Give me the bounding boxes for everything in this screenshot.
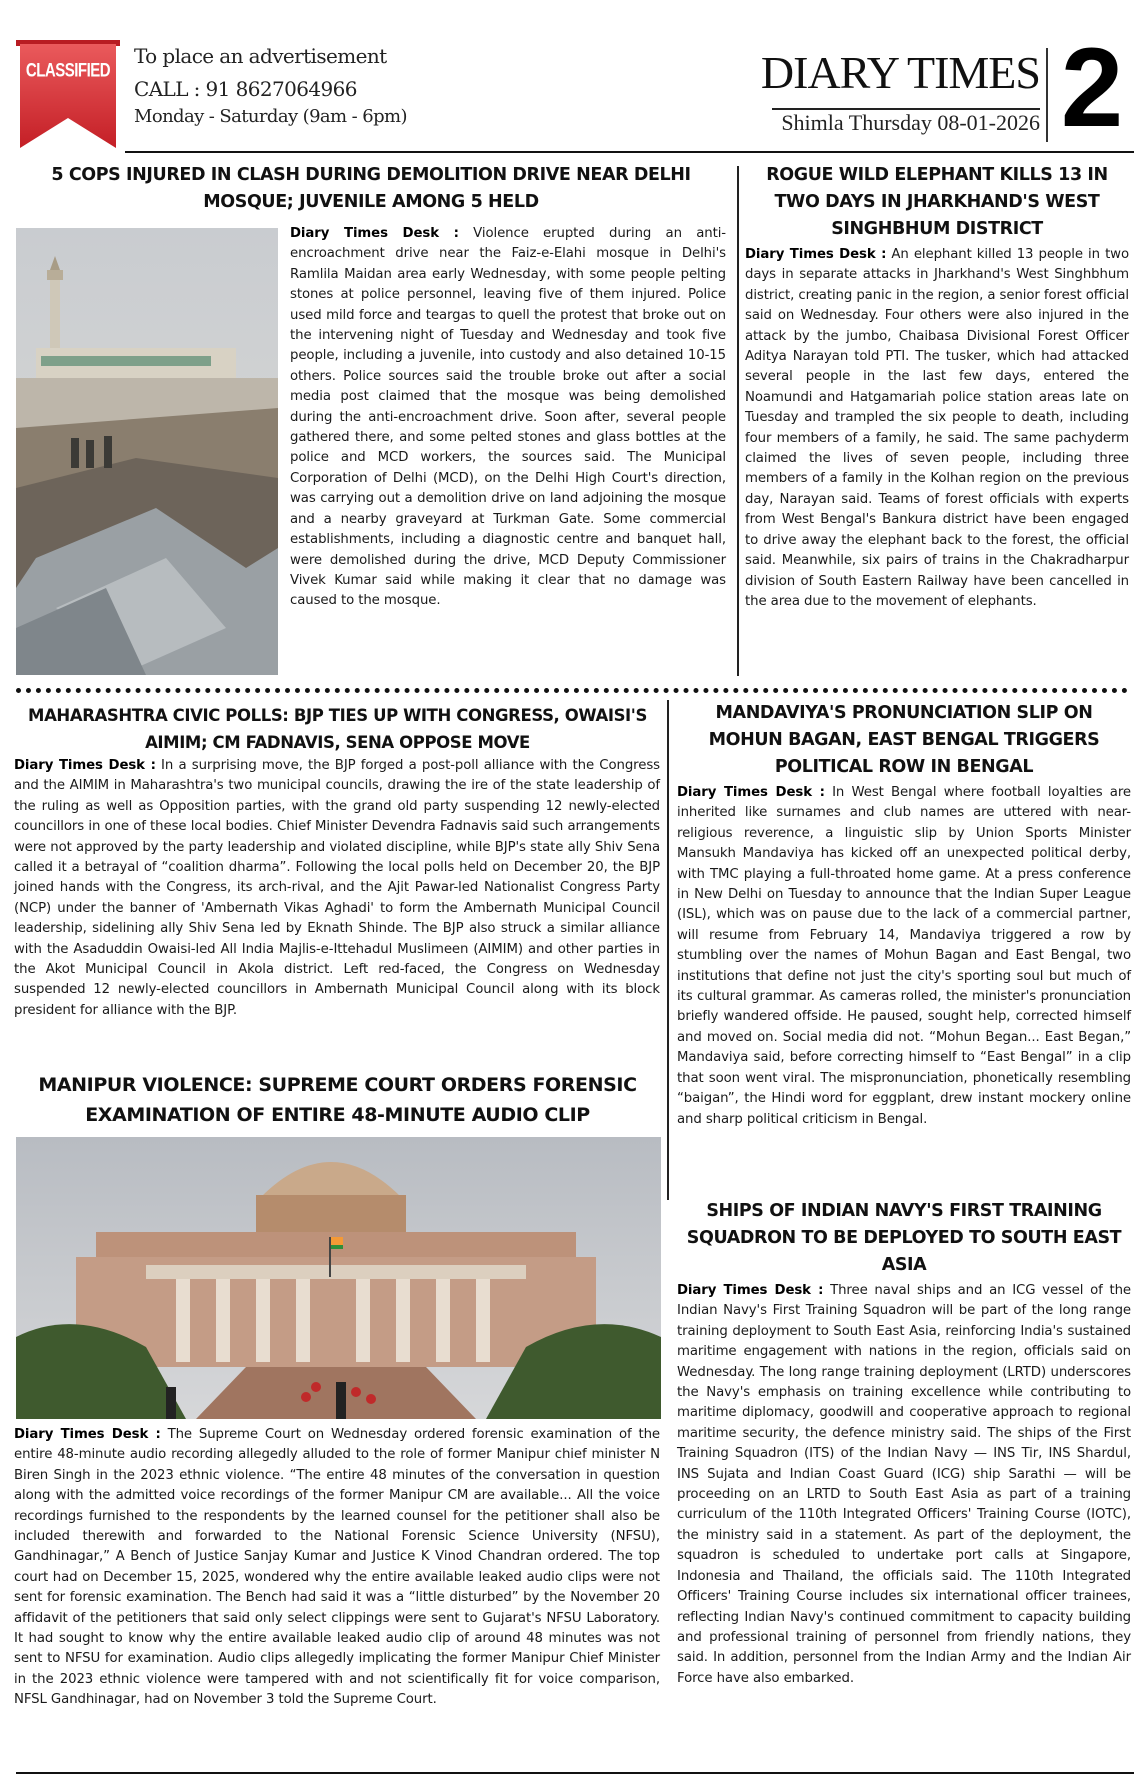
desk-label: Diary Times Desk : [290,226,459,241]
masthead: DIARY TIMES [760,47,1040,98]
supreme-court-photo [16,1137,661,1419]
article-headline: MANDAVIYA'S PRONUNCIATION SLIP ON MOHUN BAGAN, EAST BENGAL TRIGGERS POLITICAL ROW IN BENGAL [708,703,1100,777]
article-body [14,1425,660,1711]
article-text: In a surprising move, the BJP forged a post-poll alliance with the Congress and the AIMIM in Maharashtra's two municipal councils, drawing the ire of the state leadership of the ruling as well as Opposition parties, with the grand old party suspending 12 newly-elected councillors in one of these local bodies. Chief Minister Devendra Fadnavis said such arrangements were not approved by the party leadership and violated discipline, while BJP's state ally Shiv Sena called it a betrayal of “coalition dharma”. Following the local polls held on December 20, the BJP joined hands with the Congress, its arch-rival, and the Ajit Pawar-led Nationalist Congress Party (NCP) under the banner of 'Ambernath Vikas Aghadi' to form the Ambernath Municipal Council leadership, sidelining ally Shiv Sena led by Eknath Shinde. The BJP also struck a similar alliance with the Asaduddin Owaisi-led All India Majlis-e-Ittehadul Muslimeen (AIMIM) and other parties in the Akot Municipal Council in Akola district. Left red-faced, the Congress on Wednesday suspended 12 newly-elected councillors in Ambernath Municipal Council along with its block president for alliance with the BJP. [14,758,660,1018]
article-text: Violence erupted during an anti-encroachment drive near the Faiz-e-Elahi mosque in Delhi's Ramlila Maidan area early Wednesday, with some people pelting stones at police personnel, leaving five of them injured. Police used mild force and teargas to quell the protest that broke out on the intervening night of Tuesday and Wednesday and took five people, including a juvenile, into custody and also detained 10-15 others. Police sources said the trouble broke out after a social media post claimed that the mosque was being demolished during the anti-encroachment drive. Soon after, several people gathered there, and some pelted stones and glass bottles at the police and MCD workers, the sources said. The Municipal Corporation of Delhi (MCD), on the Delhi High Court's direction, was carrying out a demolition drive on land adjoining the mosque and a nearby graveyard at Turkman Gate. Some commercial establishments, including a diagnostic centre and banquet hall, were demolished during the drive, MCD Deputy Commissioner Vivek Kumar said while making it clear that no damage was caused to the mosque. [290,226,726,609]
article-text: An elephant killed 13 people in two days in separate attacks in Jharkhand's West Singhbhum district, creating panic in the region, a senior forest official said on Wednesday. Four others were also injured in the attack by the jumbo, Chaibasa Divisional Forest Officer Aditya Narayan told PTI. The tusker, which had attacked several people in the last few days, entered the Noamundi and Hatgamariah police station areas late on Tuesday and trampled the six people to death, including four members of a family, he said. The same pachyderm claimed the lives of seven people, including three members of a family in the Kolhan region on the previous day, Narayan said. Teams of forest officials with experts from West Bengal's Bankura district have been engaged to drive away the elephant back to the forest, the official said. Meanwhile, six pairs of trains in the Chakradharpur division of South Eastern Railway have been cancelled in the area due to the movement of elephants. [745,247,1129,609]
classified-label: CLASSIFIED [25,59,111,82]
article-headline: ROGUE WILD ELEPHANT KILLS 13 IN TWO DAYS IN JHARKHAND'S WEST SINGHBHUM DISTRICT [766,165,1108,239]
article-text: The Supreme Court on Wednesday ordered forensic examination of the entire 48-minute audio recording allegedly alluded to the role of former Manipur chief minister N Biren Singh in the 2023 ethnic violence. “The entire 48 minutes of the conversation in question along with the admitted voice recordings of the former Manipur CM are available... All the voice recordings furnished to the respondents by the learned counsel for the petitioner shall also be included therewith and forwarded to the National Forensic Science University (NFSU), Gandhinagar,” A Bench of Justice Sanjay Kumar and Justice K Vinod Chandran ordered. The top court had on December 15, 2025, wondered why the entire available leaked audio clips were not sent for forensic examination. The Bench had said it was a “little disturbed” by the November 20 affidavit of the petitioners that said only select clippings were sent to Gujarat's NFSU Laboratory. It had sought to know why the entire available leaked audio clip of around 48 minutes was not sent to NFSU for examination. Audio clips allegedly implicating the former Manipur Chief Minister in the 2023 ethnic violence were tampered with and not scientifically fit for voice comparison, NFSL Gandhinagar, had on November 3 told the Supreme Court. [14,1427,660,1708]
header-rule [125,151,1134,153]
article-headline: SHIPS OF INDIAN NAVY'S FIRST TRAINING SQUADRON TO BE DEPLOYED TO SOUTH EAST ASIA [686,1201,1122,1275]
ad-line-1: To place an advertisement [134,44,387,68]
article-headline: MANIPUR VIOLENCE: SUPREME COURT ORDERS FORENSIC EXAMINATION OF ENTIRE 48-MINUTE AUDIO CLIP [38,1074,637,1126]
article-body [14,756,660,1021]
demolition-photo [16,228,278,675]
article-text: Three naval ships and an ICG vessel of the Indian Navy's First Training Squadron will be part of the long range training deployment to South East Asia, reinforcing India's sustained maritime engagement with nations in the region, officials said on Wednesday. The long range training deployment (LRTD) underscores the Navy's emphasis on training excellence while contributing to maritime diplomacy, goodwill and cooperative approach to regional maritime security, the defence ministry said. The ships of the First Training Squadron (ITS) of the Indian Navy — INS Tir, INS Shardul, INS Sujata and Indian Coast Guard (ICG) ship Sarathi — will be proceeding on an LRTD to South East Asia as part of a training curriculum of the 110th Integrated Officers' Training Course (IOTC), the ministry said in a statement. As part of the deployment, the squadron is scheduled to undertake port calls at Singapore, Indonesia and Thailand, the officials said. The 110th Integrated Officers' Training Course includes six international officer trainees, reflecting Indian Navy's continued commitment to capacity building and professional training of personnel from friendly nations, they said. In addition, personnel from the Indian Army and the Indian Air Force have also embarked. [677,1283,1131,1686]
ad-phone[interactable]: CALL : 91 8627064966 [134,77,357,101]
article-body [677,783,1131,1130]
desk-label: Diary Times Desk : [14,758,156,773]
dateline: Shimla Thursday 08-01-2026 [781,110,1040,135]
classified-ribbon [16,40,120,148]
desk-label: Diary Times Desk : [745,247,887,262]
article-body [290,224,726,612]
article-text: In West Bengal where football loyalties are inherited like surnames and club names are uttered with near-religious reverence, a linguistic slip by Union Sports Minister Mansukh Mandaviya has kicked off an unexpected political derby, with TMC playing a full-throated home game. At a press conference in New Delhi on Tuesday to announce that the Indian Super League (ISL), which was on pause due to the lack of a commercial partner, will resume from February 14, Mandaviya triggered a row by stumbling over the names of Mohun Bagan and East Bengal, two institutions that define not just the city's sporting soul but much of its cultural grammar. As cameras rolled, the minister's pronunciation briefly wandered offside. He paused, sought help, corrected himself and moved on. Social media did not. “Mohun Began... East Began,” Mandaviya said, before correcting himself to “East Bengal” in a clip that soon went viral. The mispronunciation, phonetically resembling “baigan”, the Hindi word for eggplant, drew instant mockery online and sharp political criticism in Bengal. [677,785,1131,1127]
column-divider [667,700,669,1200]
ad-hours: Monday - Saturday (9am - 6pm) [134,106,407,127]
article-headline: MAHARASHTRA CIVIC POLLS: BJP TIES UP WITH CONGRESS, OWAISI'S AIMIM; CM FADNAVIS, SENA OPPOSE MOVE [28,706,647,752]
article-body [677,1281,1131,1689]
article-headline: 5 COPS INJURED IN CLASH DURING DEMOLITION DRIVE NEAR DELHI MOSQUE; JUVENILE AMONG 5 HELD [51,165,691,212]
desk-label: Diary Times Desk : [677,785,825,800]
footer-rule [16,1772,1134,1774]
desk-label: Diary Times Desk : [14,1427,161,1442]
column-divider [737,166,739,676]
header-divider [1046,48,1048,142]
desk-label: Diary Times Desk : [677,1283,824,1298]
section-divider [16,688,1128,693]
article-body [745,245,1129,612]
page-number: 2 [1060,25,1124,150]
